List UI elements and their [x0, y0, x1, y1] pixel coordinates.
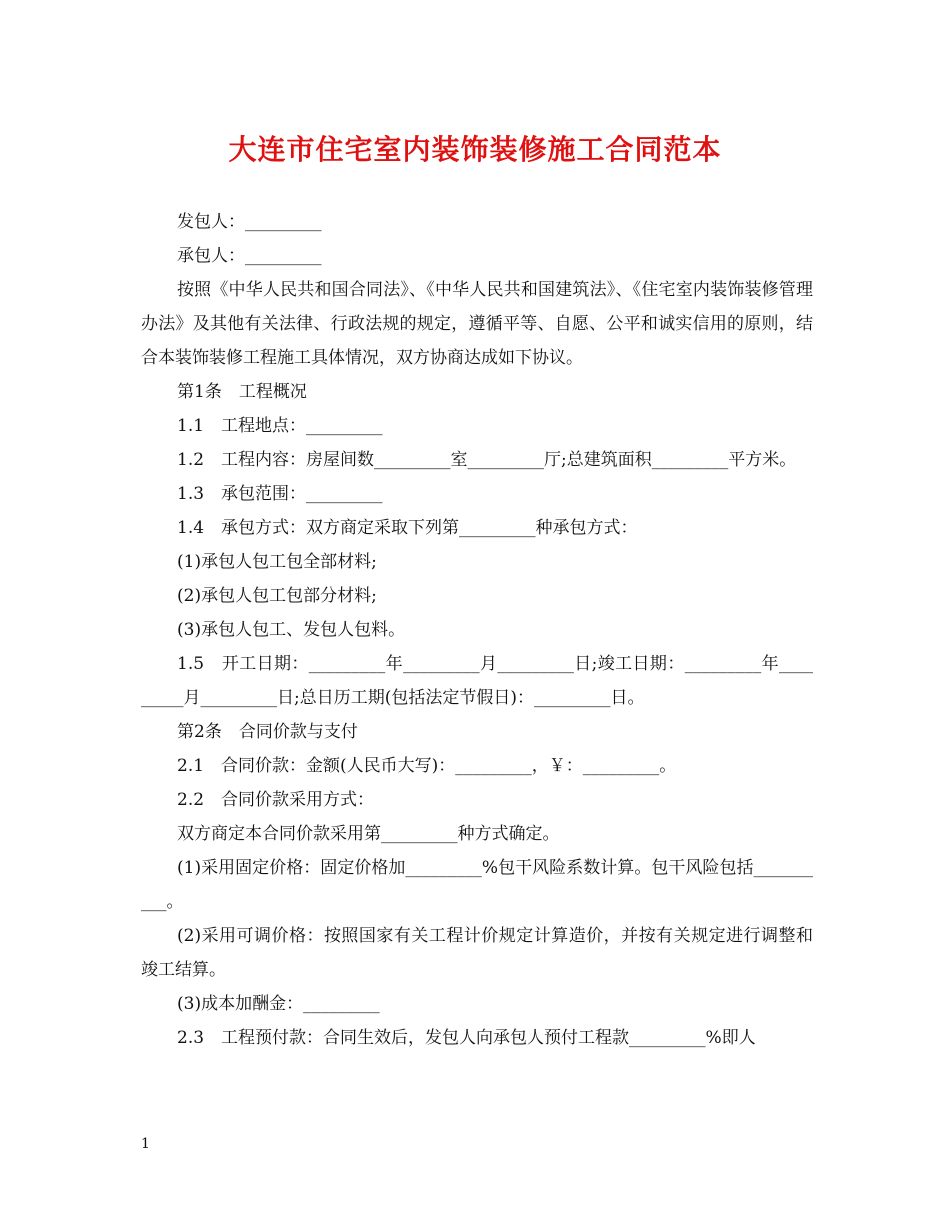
clause-1-2: 1.2 工程内容：房屋间数_________室_________厅;总建筑面积_________平方米。: [177, 450, 797, 470]
paragraph-preamble: 按照《中华人民共和国合同法》、《中华人民共和国建筑法》、《住宅室内装饰装修管理办法》及其他有关法律、行政法规的规定，遵循平等、自愿、公平和诚实信用的原则，结合本装饰装修工程施工具体情况，双方协商达成如下协议。: [141, 280, 813, 368]
clause-2-1: 2.1 合同价款：金额(人民币大写)：_________，￥：_________。: [177, 756, 677, 776]
article-2-heading: 第2条 合同价款与支付: [177, 722, 358, 742]
clause-2-2-option-3: (3)成本加酬金：_________: [177, 994, 380, 1014]
clause-2-3: 2.3 工程预付款：合同生效后，发包人向承包人预付工程款_________%即人: [177, 1028, 756, 1048]
document-body: [141, 205, 813, 1055]
page-number: 1: [141, 1136, 150, 1152]
clause-1-4-option-2: (2)承包人包工包部分材料;: [177, 586, 377, 606]
clause-2-2-option-2: (2)采用可调价格：按照国家有关工程计价规定计算造价，并按有关规定进行调整和竣工结算。: [141, 926, 813, 980]
paragraph-contractor: 承包人：_________: [177, 246, 322, 266]
clause-2-2-option-1: (1)采用固定价格：固定价格加_________%包干风险系数计算。包干风险包括__________。: [141, 858, 813, 912]
paragraph-contractor-owner: 发包人：_________: [177, 212, 322, 232]
article-1-heading: 第1条 工程概况: [177, 382, 307, 402]
clause-1-4-option-1: (1)承包人包工包全部材料;: [177, 552, 377, 572]
clause-2-2-intro: 双方商定本合同价款采用第_________种方式确定。: [177, 824, 560, 844]
clause-1-5: 1.5 开工日期：_________年_________月_________日;竣工日期：_________年_________月_________日;总日历工期(包括法定节假日)：_________日。: [141, 654, 813, 708]
clause-1-4: 1.4 承包方式：双方商定采取下列第_________种承包方式：: [177, 518, 638, 538]
clause-1-1: 1.1 工程地点：_________: [177, 416, 383, 436]
clause-1-3: 1.3 承包范围：_________: [177, 484, 383, 504]
document-title: 大连市住宅室内装饰装修施工合同范本: [228, 133, 722, 166]
clause-1-4-option-3: (3)承包人包工、发包人包料。: [177, 620, 406, 640]
clause-2-2: 2.2 合同价款采用方式：: [177, 790, 375, 810]
